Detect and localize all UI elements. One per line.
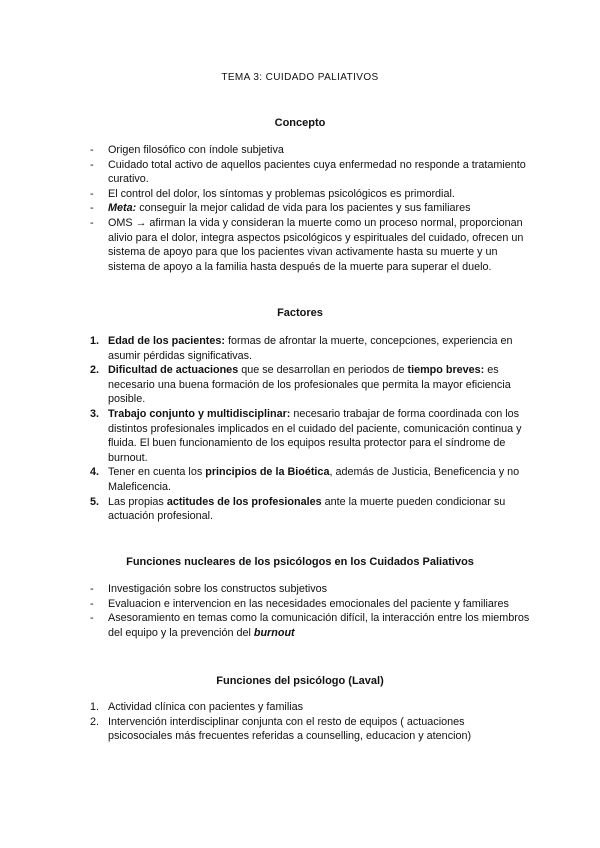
factores-list [90, 334, 530, 524]
factores-heading: Factores [277, 307, 323, 319]
funciones-laval-heading: Funciones del psicólogo (Laval) [216, 675, 384, 687]
document-title: TEMA 3: CUIDADO PALIATIVOS [221, 72, 379, 83]
burnout-emphasis: burnout [253, 626, 295, 639]
list-item: 3. Trabajo conjunto y multidisciplinar: necesario trabajar de forma coordinada con los distintos profesionales implicados en el cuidado del paciente, comunicación continua y fluida. El buen funcionamiento de los equipos resulta protector para el síndrome de burnout. [90, 407, 522, 464]
funciones-nucleares-list [90, 582, 530, 640]
funciones-laval-list [90, 700, 530, 744]
list-item: 4. Tener en cuenta los principios de la Bioética, además de Justicia, Beneficencia y no Maleficencia. [90, 466, 520, 493]
list-item: - Evaluacion e intervencion en las necesidades emocionales del paciente y familiares [90, 597, 530, 612]
list-item: - El control del dolor, los síntomas y problemas psicológicos es primordial. [90, 187, 530, 202]
list-item: 1. Actividad clínica con pacientes y familias [90, 701, 304, 713]
list-item: - OMS → afirman la vida y consideran la muerte como un proceso normal, proporcionan alivio para el dolor, integra aspectos psicológicos y espirituales del cuidado, ofrecen un sistema de apoyo para que los pacientes vivan activamente hasta su muerte y un sistema de apoyo a la familia hasta después de la muerte para superar el duelo. [90, 216, 530, 274]
list-item: - Asesoramiento en temas como la comunicación difícil, la interacción entre los miembros del equipo y la prevención del burnout [90, 611, 530, 640]
meta-label: Meta: [108, 202, 137, 215]
concepto-heading: Concepto [274, 117, 326, 129]
list-item: - Meta: conseguir la mejor calidad de vida para los pacientes y sus familiares [90, 201, 530, 216]
list-item: - Origen filosófico con índole subjetiva [90, 143, 530, 158]
list-item: 1. Edad de los pacientes: formas de afrontar la muerte, concepciones, experiencia en asumir pérdidas significativas. [90, 335, 513, 362]
list-item: 2. Dificultad de actuaciones que se desarrollan en periodos de tiempo breves: es necesario una buena formación de los profesionales que permita la mayor eficiencia posible. [90, 364, 511, 406]
list-item: - Cuidado total activo de aquellos pacientes cuya enfermedad no responde a tratamiento curativo. [90, 158, 530, 187]
funciones-nucleares-heading: Funciones nucleares de los psicólogos en los Cuidados Paliativos [126, 556, 474, 568]
list-item: - Investigación sobre los constructos subjetivos [90, 582, 530, 597]
list-item: 2. Intervención interdisciplinar conjunta con el resto de equipos ( actuaciones psicosociales más frecuentes referidas a counselling, educacion y atencion) [90, 715, 472, 743]
concepto-list [90, 143, 530, 274]
list-item: 5. Las propias actitudes de los profesionales ante la muerte pueden condicionar su actuación profesional. [90, 495, 506, 523]
